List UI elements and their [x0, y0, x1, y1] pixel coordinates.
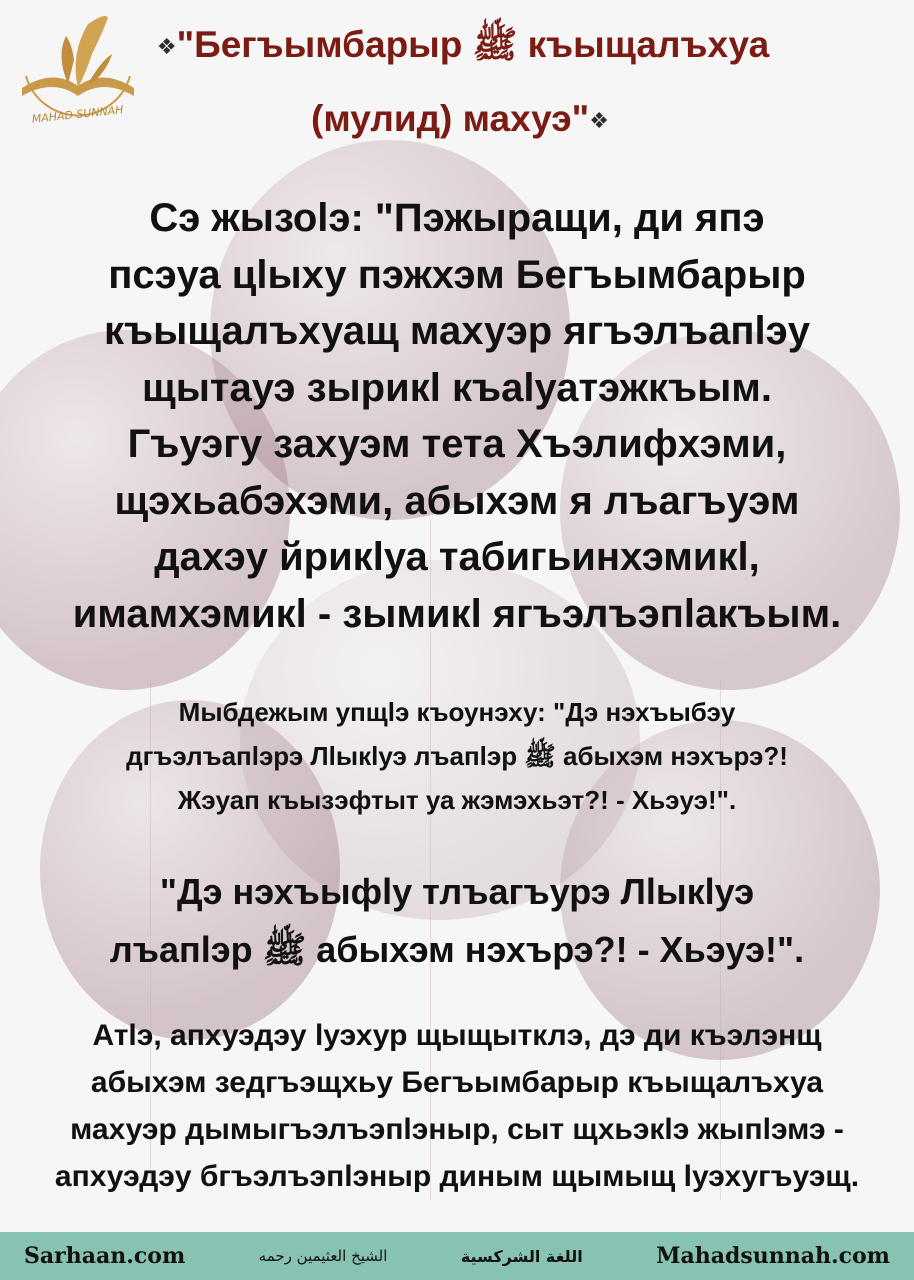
page-title-line1: ❖"Бегъымбарыр ﷺ къыщалъхуа: [156, 24, 770, 65]
footer-language: اللغة الشركسية: [460, 1246, 583, 1266]
paragraph-question: Мыбдежым упщlэ къоунэху: "Дэ нэхъыбэу дгъэлъапlэрэ Лlыкlуэ лъапlэр ﷺ абыхэм нэхърэ?! Жэуап къызэфтыт уа жэмэхьэт?! - Хьэуэ!".: [126, 697, 788, 815]
svg-text:MAHAD SUNNAH: MAHAD SUNNAH: [31, 103, 125, 126]
footer-bar: [0, 1232, 914, 1280]
footer-site-right[interactable]: Mahadsunnah.com: [656, 1243, 890, 1269]
ornament-icon: ❖: [156, 34, 177, 60]
footer-author: الشيخ العثيمين رحمه: [258, 1247, 388, 1265]
paragraph-quote: Сэ жызоlэ: "Пэжыращи, ди япэ псэуа цlыху пэжхэм Бегъымбарыр къыщалъхуащ махуэр ягъэлъапlэу щытауэ зырикl къаlуатэжкъым. Гъуэгу захуэм тета Хъэлифхэми, щэхьабэхэми, абыхэм я лъагъуэм дахэу йрикlуа табигьинхэмикl, имамхэмикl - зымикl ягъэлъэпlакъым.: [72, 196, 842, 636]
ornament-icon: ❖: [589, 108, 609, 134]
mahad-sunnah-logo: [8, 6, 148, 136]
footer-site-left[interactable]: Sarhaan.com: [24, 1243, 186, 1269]
paragraph-conclusion: Атlэ, апхуэдэу lуэхур щыщытклэ, дэ ди къэлэнщ абыхэм зедгъэщхьу Бегъымбарыр къыщалъхуа махуэр дымыгъэлъэпlэныр, сыт щхьэкlэ жыпlэмэ - апхуэдэу бгъэлъэпlэныр диным щымыщ lуэхугъуэщ.: [54, 1019, 860, 1193]
paragraph-rhetorical: "Дэ нэхъыфlу тлъагъурэ Лlыкlуэ лъапlэр ﷺ абыхэм нэхърэ?! - Хьэуэ!".: [109, 871, 805, 970]
page-title-line2: (мулид) махуэ"❖: [311, 98, 609, 139]
